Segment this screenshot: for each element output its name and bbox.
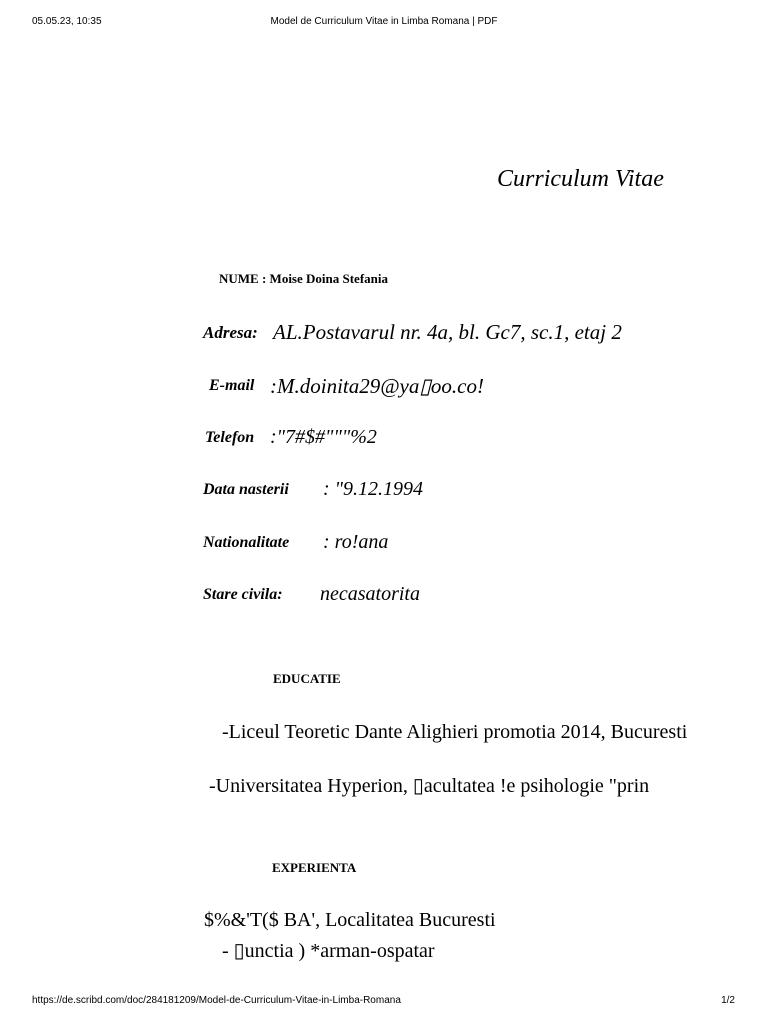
birthdate-label: Data nasterii bbox=[203, 481, 289, 498]
email-label: E-mail bbox=[209, 377, 255, 394]
address-value: AL.Postavarul nr. 4a, bl. Gc7, sc.1, etaj 2 bbox=[273, 320, 622, 344]
civil-status-label: Stare civila: bbox=[203, 586, 283, 603]
education-heading: EDUCATIE bbox=[273, 671, 341, 686]
address-label: Adresa: bbox=[203, 323, 258, 342]
birthdate-value: : "9.12.1994 bbox=[323, 478, 424, 500]
experience-item: $%&'T($ BA', Localitatea Bucuresti bbox=[204, 909, 496, 931]
nationality-value: : ro!ana bbox=[323, 531, 389, 553]
phone-label: Telefon bbox=[205, 429, 255, 446]
source-url: https://de.scribd.com/doc/284181209/Model-de-Curriculum-Vitae-in-Limba-Romana bbox=[32, 995, 401, 1006]
education-item: -Liceul Teoretic Dante Alighieri promotia 2014, Bucuresti bbox=[222, 721, 688, 743]
experience-heading: EXPERIENTA bbox=[272, 860, 357, 875]
phone-value: :"7#$#"""%2 bbox=[270, 426, 377, 448]
document-title: Curriculum Vitae bbox=[497, 166, 664, 192]
email-value: :M.doinita29@ya▯oo.co! bbox=[270, 374, 484, 398]
name-line: NUME : Moise Doina Stefania bbox=[219, 271, 388, 286]
print-timestamp: 05.05.23, 10:35 bbox=[32, 16, 102, 27]
education-item: -Universitatea Hyperion, ▯acultatea !e psihologie "prin bbox=[209, 775, 650, 797]
print-page-title: Model de Curriculum Vitae in Limba Romana | PDF bbox=[270, 16, 498, 27]
civil-status-value: necasatorita bbox=[320, 583, 420, 605]
nationality-label: Nationalitate bbox=[203, 534, 290, 551]
experience-item: - ▯unctia ) *arman-ospatar bbox=[222, 940, 435, 962]
page-number: 1/2 bbox=[721, 995, 735, 1006]
